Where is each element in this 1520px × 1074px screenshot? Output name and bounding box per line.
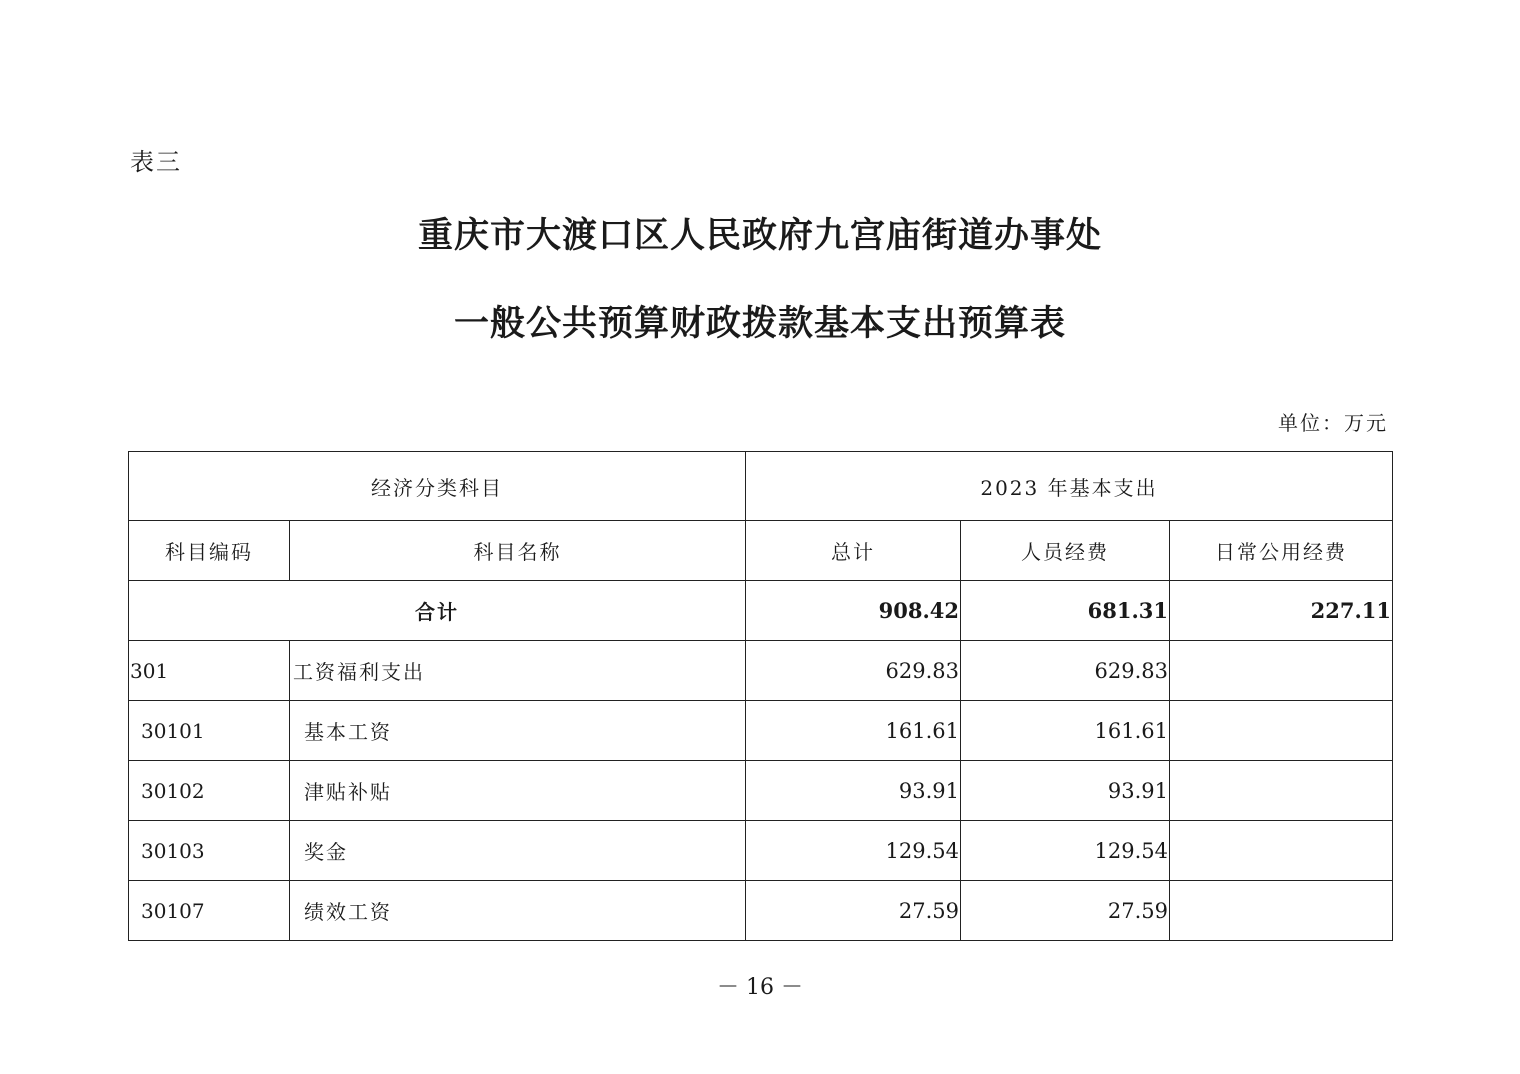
- row-personnel: 161.61: [961, 701, 1170, 761]
- table-row: [129, 701, 1393, 761]
- row-code: 30107: [129, 881, 290, 941]
- row-total: 161.61: [746, 701, 961, 761]
- row-code: 30103: [129, 821, 290, 881]
- row-name: 基本工资: [290, 701, 746, 761]
- row-personnel: 629.83: [961, 641, 1170, 701]
- table-row: [129, 761, 1393, 821]
- document-title-line2: 一般公共预算财政拨款基本支出预算表: [453, 304, 1066, 344]
- row-total: 629.83: [746, 641, 961, 701]
- row-personnel: 129.54: [961, 821, 1170, 881]
- budget-table: [128, 451, 1393, 941]
- row-public: [1170, 701, 1393, 761]
- row-total: 93.91: [746, 761, 961, 821]
- total-label: 合计: [129, 581, 746, 641]
- row-code: 30102: [129, 761, 290, 821]
- table-row: [129, 881, 1393, 941]
- table-label: 表三: [130, 148, 182, 176]
- document-title-line1: 重庆市大渡口区人民政府九宫庙街道办事处: [417, 216, 1102, 256]
- row-total: 27.59: [746, 881, 961, 941]
- row-public: [1170, 641, 1393, 701]
- row-code: 301: [129, 641, 290, 701]
- unit-label: 单位：万元: [1278, 411, 1388, 435]
- table-header-row-columns: [129, 521, 1393, 581]
- column-header-name: 科目名称: [290, 521, 746, 581]
- row-name: 绩效工资: [290, 881, 746, 941]
- row-name: 津贴补贴: [290, 761, 746, 821]
- table-header-row-group: [129, 452, 1393, 521]
- table-row: [129, 821, 1393, 881]
- row-code: 30101: [129, 701, 290, 761]
- group-header-basic-expenditure: 2023 年基本支出: [746, 452, 1393, 521]
- row-personnel: 27.59: [961, 881, 1170, 941]
- page-number: － 16 －: [717, 975, 803, 1000]
- row-personnel: 93.91: [961, 761, 1170, 821]
- row-name: 工资福利支出: [290, 641, 746, 701]
- row-public: [1170, 821, 1393, 881]
- column-header-code: 科目编码: [129, 521, 290, 581]
- row-public: [1170, 881, 1393, 941]
- table-row: [129, 641, 1393, 701]
- column-header-personnel: 人员经费: [961, 521, 1170, 581]
- column-header-public: 日常公用经费: [1170, 521, 1393, 581]
- total-total: 908.42: [746, 581, 961, 641]
- total-row: [129, 581, 1393, 641]
- row-public: [1170, 761, 1393, 821]
- total-personnel: 681.31: [961, 581, 1170, 641]
- row-total: 129.54: [746, 821, 961, 881]
- column-header-total: 总计: [746, 521, 961, 581]
- group-header-economic-class: 经济分类科目: [129, 452, 746, 521]
- row-name: 奖金: [290, 821, 746, 881]
- total-public: 227.11: [1170, 581, 1393, 641]
